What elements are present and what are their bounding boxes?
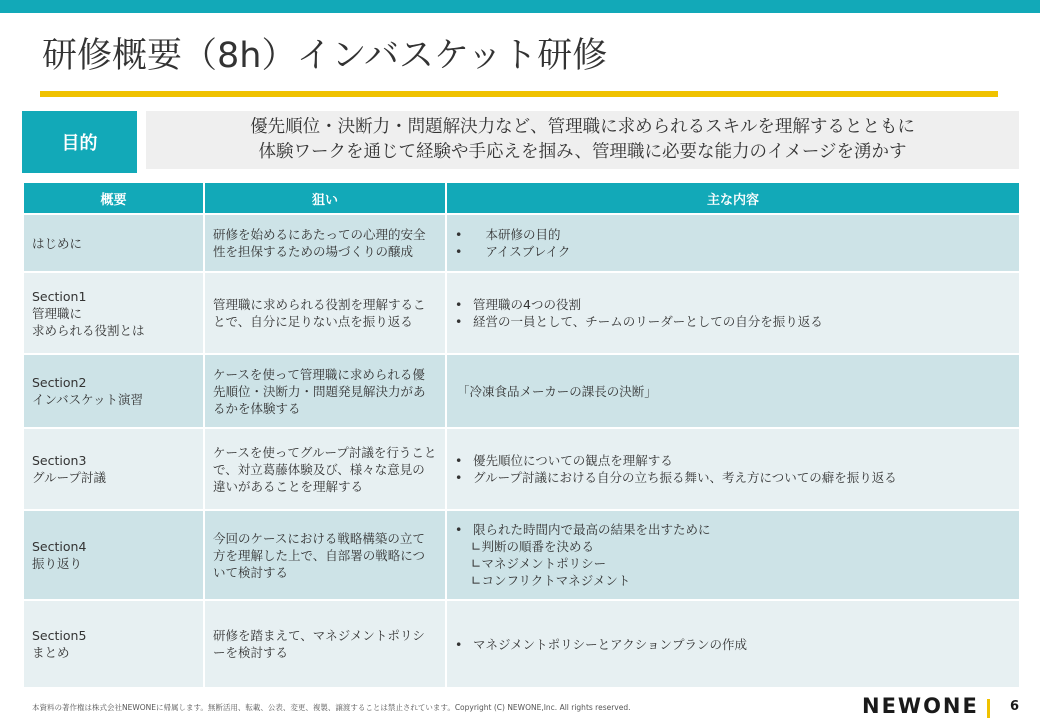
cell-overview (23, 600, 204, 688)
overview-line: Section2 (32, 375, 87, 390)
table-row (23, 272, 1020, 354)
content-text: 管理職の4つの役割 (473, 297, 581, 312)
newone-logo: NEWONE (862, 694, 979, 718)
overview-line: インバスケット演習 (32, 392, 144, 407)
table-body (23, 214, 1020, 688)
overview-line: Section3 (32, 453, 87, 468)
table-row (23, 600, 1020, 688)
content-text: 本研修の目的 (473, 227, 561, 242)
table-header-row (23, 182, 1020, 214)
cell-aim: 今回のケースにおける戦略構築の立て方を理解した上で、自部署の戦略について検討する (204, 510, 446, 600)
table-row (23, 214, 1020, 272)
table-row (23, 428, 1020, 510)
content-sub-item: ∟マネジメントポリシー (471, 556, 607, 571)
cell-overview (23, 428, 204, 510)
cell-overview (23, 510, 204, 600)
content-sub-item: ∟判断の順番を決める (471, 539, 594, 554)
content-bullet-item (455, 636, 1011, 653)
overview-line: まとめ (32, 645, 70, 660)
bullet-icon: • (455, 636, 463, 652)
purpose-line-1: 優先順位・決断力・問題解決力など、管理職に求められるスキルを理解するとともに (250, 117, 915, 137)
content-bullet-item (455, 243, 1011, 260)
content-text: グループ討議における自分の立ち振る舞い、考え方についての癖を振り返る (473, 470, 897, 485)
purpose-line-2: 体験ワークを通じて経験や手応えを掴み、管理職に必要な能力のイメージを湧かす (258, 142, 907, 162)
content-bullet-item (455, 296, 1011, 313)
content-plain-item: 「冷凍食品メーカーの課長の決断」 (457, 383, 657, 399)
title-underline (40, 91, 998, 97)
content-text: 経営の一員として、チームのリーダーとしての自分を振り返る (473, 314, 823, 329)
purpose-box (146, 111, 1019, 169)
overview-line: グループ討議 (32, 470, 107, 485)
cell-overview (23, 354, 204, 428)
overview-line: 求められる役割とは (32, 322, 145, 338)
content-bullet-item (455, 469, 1011, 486)
overview-line: はじめに (32, 235, 83, 251)
logo-separator (987, 699, 990, 718)
table-row (23, 354, 1020, 428)
overview-line: 振り返り (32, 556, 83, 571)
header-content: 主な内容 (446, 182, 1020, 214)
overview-line: 管理職に (32, 305, 83, 321)
cell-content (446, 272, 1020, 354)
bullet-icon: • (455, 522, 463, 537)
copyright-notice: 本資料の著作権は株式会社NEWONEに帰属します。無断活用、転載、公表、変更、複製、譲渡することは禁止されています。Copyright (C) NEWONE,Inc. All rights reserved. (32, 703, 631, 712)
cell-content (446, 428, 1020, 510)
overview-line: Section5 (32, 628, 87, 643)
cell-content (446, 354, 1020, 428)
cell-content (446, 214, 1020, 272)
content-text: アイスブレイク (473, 244, 571, 259)
content-bullet-item (455, 226, 1011, 243)
purpose-label: 目的 (22, 111, 137, 173)
content-sub-item: ∟コンフリクトマネジメント (471, 573, 631, 588)
cell-aim: 研修を踏まえて、マネジメントポリシーを検討する (204, 600, 446, 688)
cell-overview (23, 214, 204, 272)
content-text: 優先順位についての観点を理解する (473, 453, 673, 468)
page-title: 研修概要（8h）インバスケット研修 (42, 36, 608, 76)
cell-aim: 管理職に求められる役割を理解することで、自分に足りない点を振り返る (204, 272, 446, 354)
content-bullet-item (455, 452, 1011, 469)
cell-aim: ケースを使って管理職に求められる優先順位・決断力・問題発見解決力があるかを体験する (204, 354, 446, 428)
bullet-icon: • (455, 470, 463, 485)
cell-overview (23, 272, 204, 354)
content-bullet-item (455, 313, 1011, 330)
training-outline-table (22, 181, 1021, 689)
content-text: マネジメントポリシーとアクションプランの作成 (473, 636, 748, 652)
content-text: 限られた時間内で最高の結果を出すために (473, 522, 711, 537)
cell-aim: ケースを使ってグループ討議を行うことで、対立葛藤体験及び、様々な意見の違いがあることを理解する (204, 428, 446, 510)
page-number: 6 (1010, 699, 1020, 714)
bullet-icon: • (455, 297, 463, 312)
bullet-icon: • (455, 314, 463, 329)
header-overview: 概要 (23, 182, 204, 214)
overview-line: Section4 (32, 539, 87, 554)
overview-line: Section1 (32, 288, 87, 304)
content-bullet-item (455, 521, 1011, 538)
header-aim: 狙い (204, 182, 446, 214)
cell-content (446, 600, 1020, 688)
bullet-icon: • (455, 227, 463, 242)
top-accent-band (0, 0, 1040, 13)
cell-content (446, 510, 1020, 600)
bullet-icon: • (455, 453, 463, 468)
table-row (23, 510, 1020, 600)
cell-aim: 研修を始めるにあたっての心理的安全性を担保するための場づくりの醸成 (204, 214, 446, 272)
bullet-icon: • (455, 244, 463, 259)
